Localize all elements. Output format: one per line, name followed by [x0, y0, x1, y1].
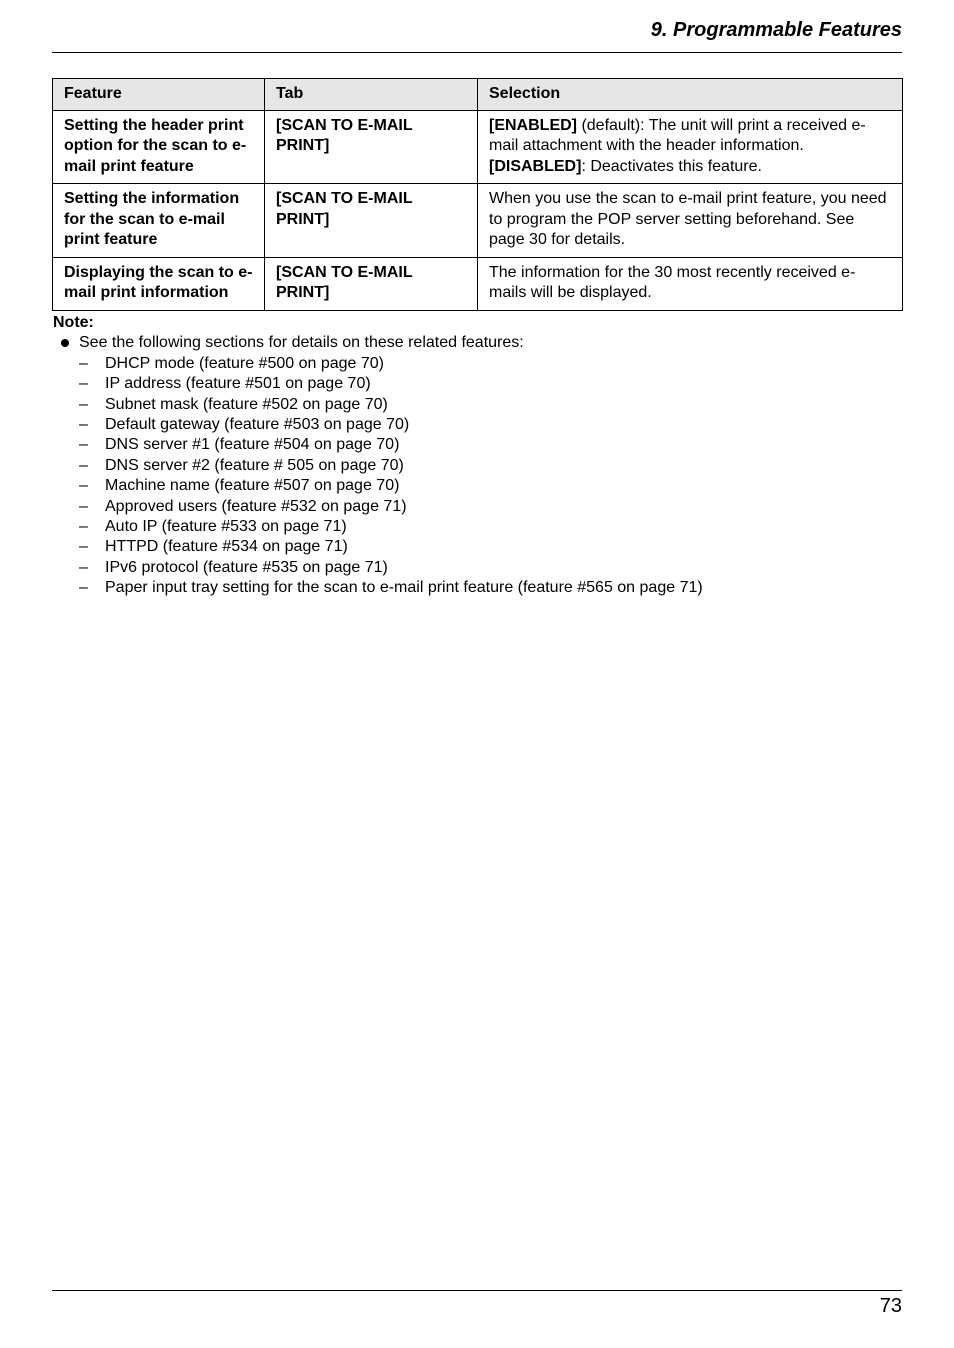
list-item	[53, 537, 903, 557]
list-item	[53, 476, 903, 496]
table-row	[53, 257, 903, 310]
note-section	[53, 313, 903, 599]
tab-cell: [SCAN TO E-MAIL PRINT]	[265, 257, 478, 310]
option-key: [ENABLED]	[489, 116, 577, 134]
list-item	[53, 456, 903, 476]
list-item-text: DNS server #1 (feature #504 on page 70)	[105, 436, 400, 454]
table-row	[53, 110, 903, 184]
feature-cell: Setting the header print option for the scan to e-mail print feature	[53, 110, 265, 184]
feature-cell: Setting the information for the scan to e-mail print feature	[53, 184, 265, 258]
list-item	[53, 517, 903, 537]
option-key: [DISABLED]	[489, 157, 582, 175]
selection-cell: When you use the scan to e-mail print feature, you need to program the POP server setting beforehand. See page 30 for details.	[478, 184, 903, 258]
related-features-list	[53, 354, 903, 599]
selection-option	[489, 116, 892, 157]
dash-marker: –	[79, 375, 88, 393]
dash-marker: –	[79, 538, 88, 556]
dash-marker: –	[79, 436, 88, 454]
tab-cell: [SCAN TO E-MAIL PRINT]	[265, 184, 478, 258]
dash-marker: –	[79, 354, 88, 372]
list-item-text: IPv6 protocol (feature #535 on page 71)	[105, 558, 388, 576]
header-divider	[52, 52, 902, 53]
list-item	[53, 415, 903, 435]
note-bullet	[53, 333, 903, 353]
feature-cell: Displaying the scan to e-mail print information	[53, 257, 265, 310]
dash-marker: –	[79, 456, 88, 474]
selection-cell	[478, 110, 903, 184]
list-item	[53, 578, 903, 598]
dash-marker: –	[79, 395, 88, 413]
list-item	[53, 558, 903, 578]
dash-marker: –	[79, 558, 88, 576]
note-bullet-text: See the following sections for details on these related features:	[79, 334, 524, 352]
option-description: (default): The unit will print a received e-mail attachment with the header information.	[489, 116, 866, 154]
column-header-tab: Tab	[265, 79, 478, 111]
bullet-icon	[61, 339, 69, 347]
note-title: Note:	[53, 314, 94, 331]
list-item-text: Approved users (feature #532 on page 71)	[105, 497, 407, 515]
list-item	[53, 374, 903, 394]
list-item-text: DNS server #2 (feature # 505 on page 70)	[105, 456, 404, 474]
footer-divider	[52, 1290, 902, 1291]
list-item-text: Auto IP (feature #533 on page 71)	[105, 518, 347, 536]
list-item	[53, 395, 903, 415]
list-item-text: HTTPD (feature #534 on page 71)	[105, 538, 348, 556]
column-header-selection: Selection	[478, 79, 903, 111]
selection-cell: The information for the 30 most recently received e-mails will be displayed.	[478, 257, 903, 310]
list-item-text: Subnet mask (feature #502 on page 70)	[105, 395, 388, 413]
list-item-text: IP address (feature #501 on page 70)	[105, 375, 371, 393]
list-item-text: Default gateway (feature #503 on page 70)	[105, 416, 410, 434]
list-item	[53, 497, 903, 517]
list-item-text: DHCP mode (feature #500 on page 70)	[105, 354, 384, 372]
page-number: 73	[879, 1295, 902, 1317]
table-row	[53, 184, 903, 258]
dash-marker: –	[79, 518, 88, 536]
features-table	[52, 78, 903, 311]
tab-cell: [SCAN TO E-MAIL PRINT]	[265, 110, 478, 184]
list-item-text: Machine name (feature #507 on page 70)	[105, 477, 400, 495]
list-item	[53, 354, 903, 374]
dash-marker: –	[79, 497, 88, 515]
table-header-row	[53, 79, 903, 111]
list-item	[53, 435, 903, 455]
dash-marker: –	[79, 416, 88, 434]
section-title: 9. Programmable Features	[650, 19, 902, 41]
dash-marker: –	[79, 477, 88, 495]
option-description: : Deactivates this feature.	[581, 157, 762, 175]
selection-option	[489, 157, 892, 178]
list-item-text: Paper input tray setting for the scan to e-mail print feature (feature #565 on page 71)	[105, 579, 703, 597]
dash-marker: –	[79, 579, 88, 597]
column-header-feature: Feature	[53, 79, 265, 111]
